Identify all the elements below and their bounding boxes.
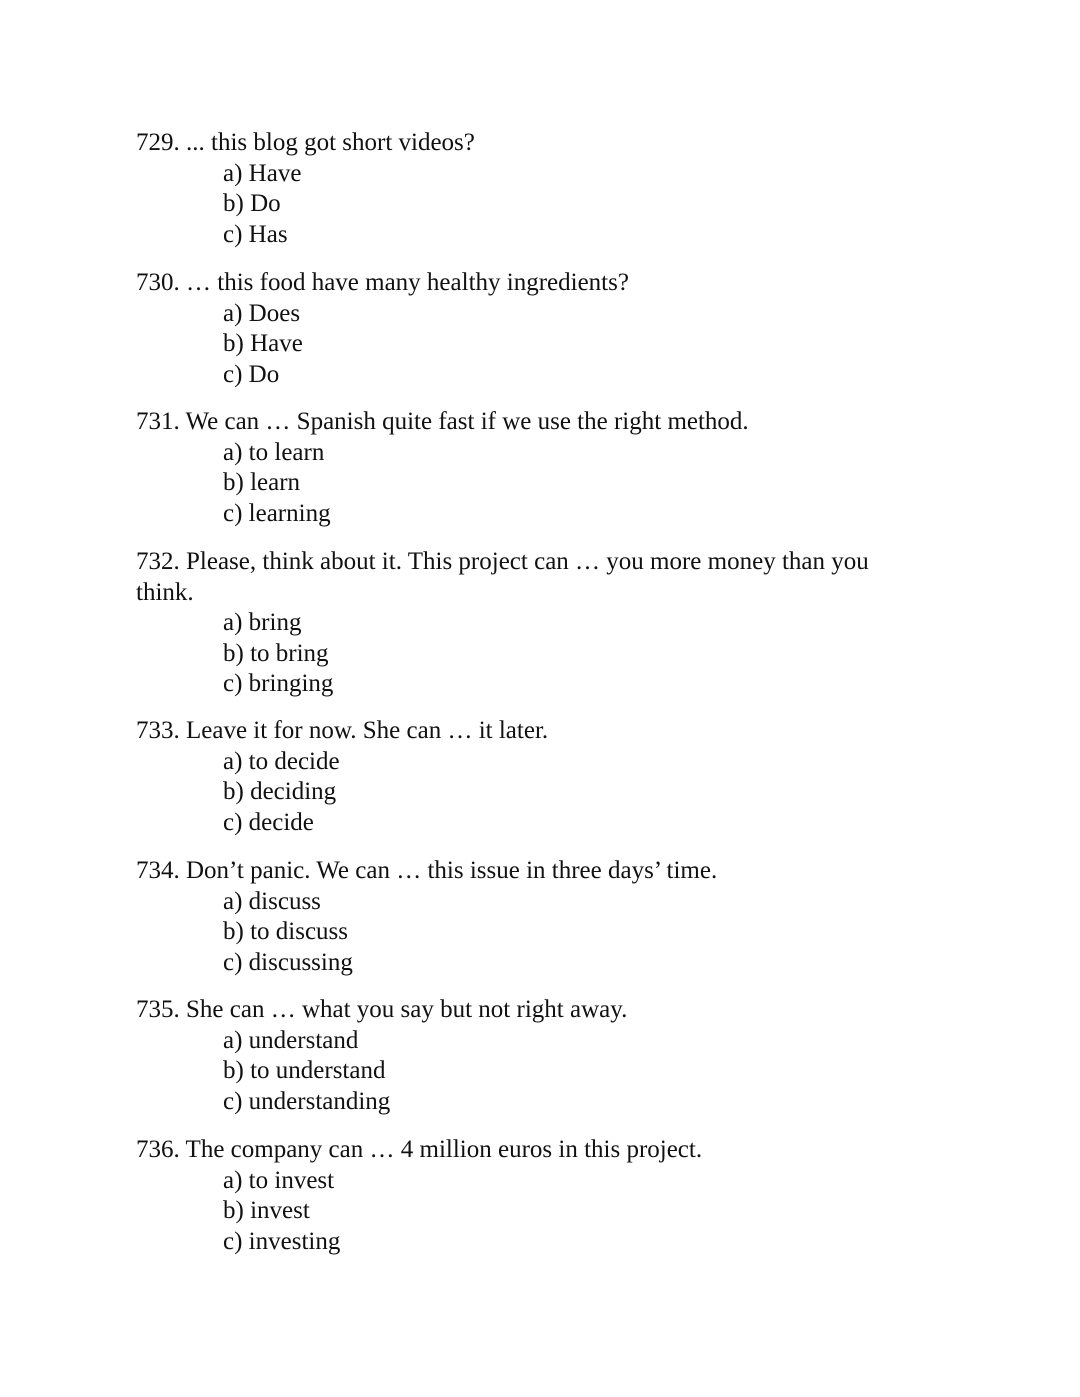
option-c: c) decide: [223, 808, 314, 836]
answer-options: [136, 438, 936, 530]
question-prompt: 733. Leave it for now. She can … it later.: [136, 717, 549, 744]
option-b: b) Have: [223, 330, 303, 357]
question-732: [136, 547, 926, 700]
answer-options: [136, 747, 936, 839]
option-a: a) to invest: [223, 1166, 335, 1194]
option-a: a) to learn: [223, 438, 325, 466]
option-c: c) discussing: [223, 948, 353, 976]
option-b: b) invest: [223, 1197, 310, 1224]
question-prompt: 731. We can … Spanish quite fast if we use the right method.: [136, 408, 749, 435]
option-a: a) Does: [223, 299, 301, 327]
question-prompt: 732. Please, think about it. This project can … you more money than you think.: [136, 548, 869, 606]
option-a: a) bring: [223, 609, 302, 636]
question-733: [136, 716, 936, 838]
option-b: b) to discuss: [223, 918, 348, 945]
question-731: [136, 407, 936, 529]
answer-options: [136, 887, 936, 979]
option-b: b) learn: [223, 469, 301, 496]
option-c: c) investing: [223, 1227, 341, 1255]
option-a: a) understand: [223, 1026, 359, 1054]
option-a: a) to decide: [223, 747, 340, 775]
question-735: [136, 995, 936, 1117]
option-a: a) Have: [223, 159, 302, 187]
option-b: b) deciding: [223, 778, 337, 805]
question-prompt: 730. … this food have many healthy ingredients?: [136, 269, 629, 296]
option-c: c) bringing: [223, 670, 334, 697]
question-736: [136, 1135, 936, 1257]
option-c: c) Do: [223, 360, 280, 388]
answer-options: [136, 299, 936, 391]
answer-options: [136, 159, 936, 251]
option-c: c) understanding: [223, 1087, 391, 1115]
question-prompt: 729. ... this blog got short videos?: [136, 129, 475, 156]
question-729: [136, 128, 936, 250]
answer-options: [136, 1026, 936, 1118]
answer-options: [136, 1166, 936, 1258]
question-730: [136, 268, 936, 390]
question-prompt: 736. The company can … 4 million euros in this project.: [136, 1136, 703, 1163]
question-prompt: 735. She can … what you say but not right away.: [136, 996, 628, 1023]
question-734: [136, 856, 936, 978]
answer-options: [136, 608, 926, 700]
option-a: a) discuss: [223, 887, 321, 915]
option-b: b) to bring: [223, 639, 329, 667]
option-b: b) Do: [223, 190, 281, 217]
option-c: c) learning: [223, 499, 331, 527]
question-prompt: 734. Don’t panic. We can … this issue in three days’ time.: [136, 857, 718, 884]
option-c: c) Has: [223, 220, 288, 248]
option-b: b) to understand: [223, 1057, 386, 1084]
